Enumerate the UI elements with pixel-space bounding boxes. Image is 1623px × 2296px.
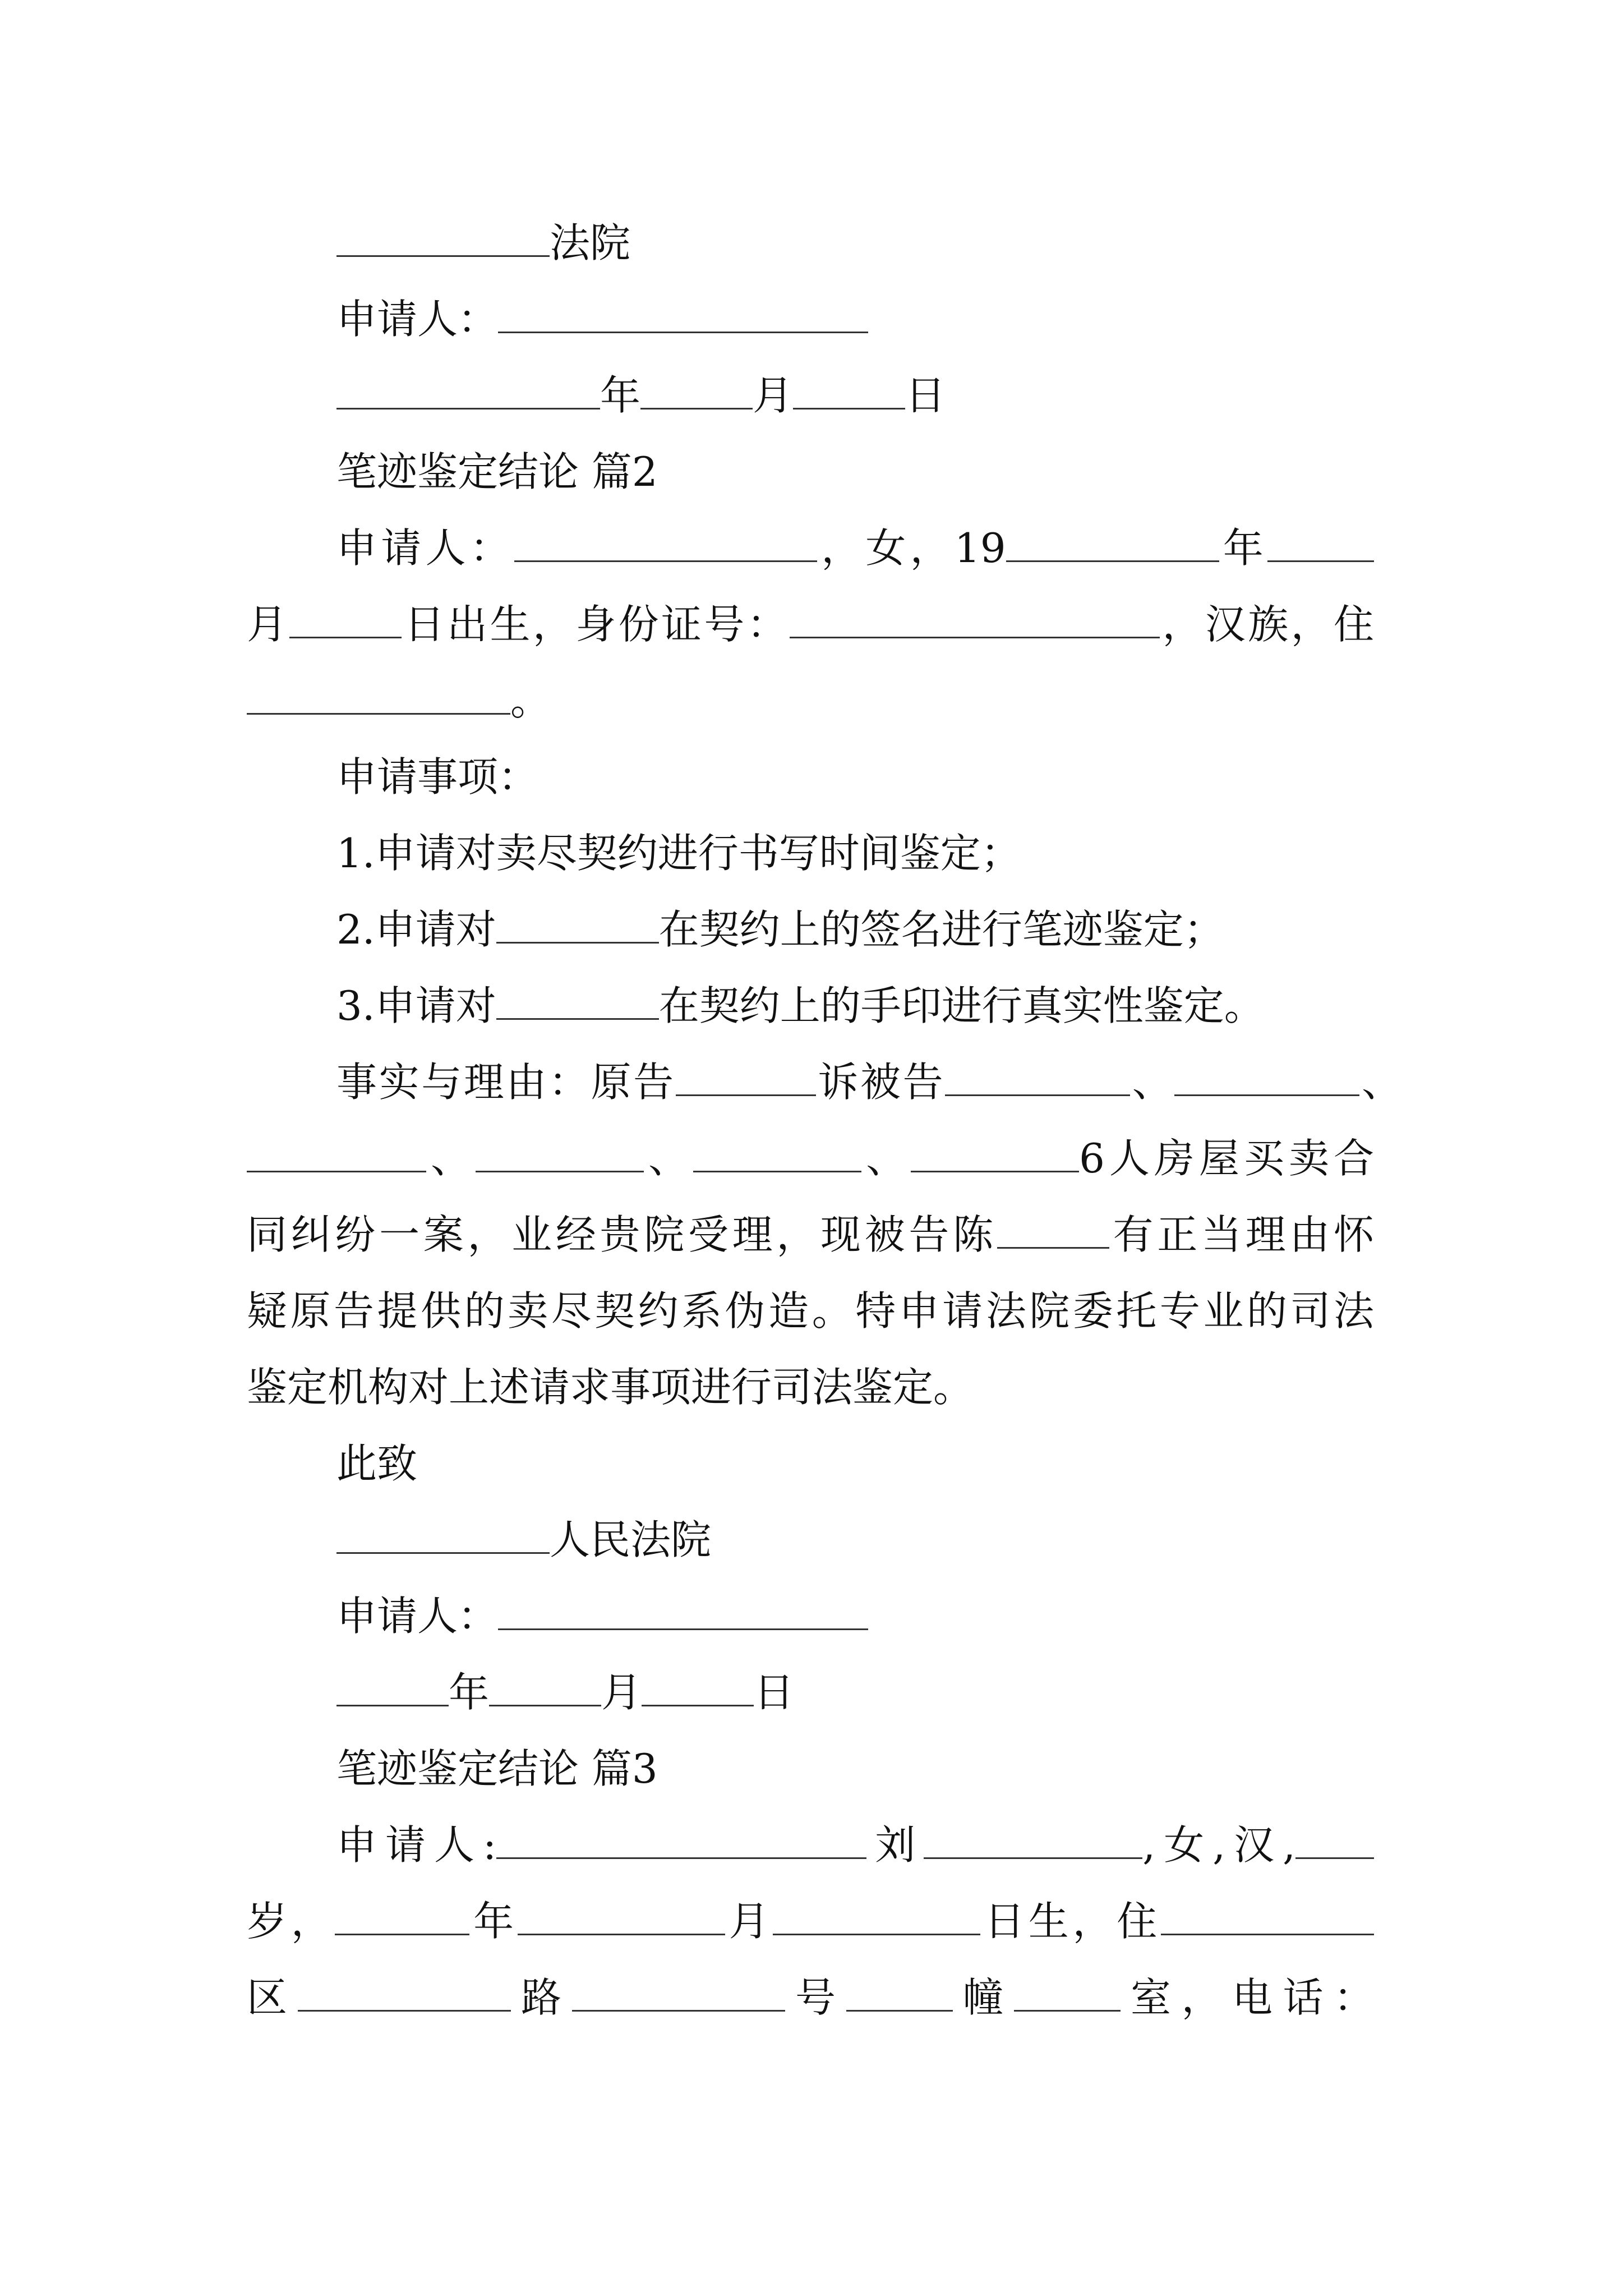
blank <box>790 599 1160 638</box>
text: 区 <box>247 1974 298 2021</box>
text: 、 <box>426 1135 476 1182</box>
blank <box>498 1590 868 1630</box>
text: 诉被告 <box>815 1059 946 1106</box>
blank <box>518 1895 725 1935</box>
paragraph-line: 鉴定机构对上述请求事项进行司法鉴定。 <box>247 1364 974 1411</box>
blank <box>247 1133 426 1172</box>
blank <box>289 599 402 638</box>
text: 年 <box>449 1669 490 1716</box>
text: 月 <box>601 1669 642 1716</box>
section-heading: 笔迹鉴定结论 篇2 <box>336 448 658 495</box>
paragraph-line <box>247 1883 1374 1959</box>
blank <box>336 217 550 257</box>
text: ,女,汉, <box>1142 1821 1295 1869</box>
text: 幢 <box>952 1974 1014 2021</box>
blank <box>1014 1972 1121 2012</box>
items-label: 申请事项： <box>336 753 539 800</box>
applicant-line <box>336 281 1464 357</box>
text: 6人房屋买卖合 <box>1079 1135 1374 1182</box>
blank <box>496 980 659 1020</box>
blank <box>676 1056 816 1096</box>
blank <box>1174 1056 1359 1096</box>
text: 年 <box>600 372 641 419</box>
text: 申请人: <box>336 1821 497 1869</box>
section-heading: 笔迹鉴定结论 篇3 <box>336 1745 658 1792</box>
text: 月 <box>247 601 290 648</box>
paragraph-line <box>247 1959 1374 2036</box>
text: 号 <box>785 1974 846 2021</box>
text: 、 <box>644 1135 694 1182</box>
blank <box>336 1667 449 1706</box>
text: 日 <box>905 372 946 419</box>
text: 有正当理由怀 <box>1109 1211 1374 1258</box>
text: 在契约上的签名进行笔迹鉴定； <box>658 906 1224 953</box>
court-line <box>336 205 1464 281</box>
blank <box>1161 1895 1374 1935</box>
paragraph-line <box>247 1197 1374 1273</box>
text: 日 <box>754 1669 795 1716</box>
text: 法院 <box>550 219 631 266</box>
text: ，女，19 <box>817 524 1006 572</box>
paragraph-line <box>336 1807 1374 1883</box>
item-3 <box>336 968 1374 1044</box>
text: 刘 <box>866 1821 924 1869</box>
paragraph-line <box>247 1120 1374 1197</box>
text: 申请人： <box>336 1593 499 1640</box>
court-line <box>336 1502 1464 1578</box>
blank <box>247 675 510 715</box>
applicant-line <box>336 1578 1464 1654</box>
item-1: 1.申请对卖尽契约进行书写时间鉴定； <box>336 830 1021 877</box>
text: 年 <box>1219 524 1267 572</box>
text: 日出生，身份证号： <box>402 601 790 648</box>
paragraph-line <box>247 586 1374 662</box>
blank <box>1295 1819 1374 1859</box>
text: 同纠纷一案，业经贵院受理，现被告陈 <box>247 1211 997 1258</box>
paragraph-line <box>247 662 1374 739</box>
blank <box>640 370 753 409</box>
text: 申请人： <box>336 524 514 572</box>
blank <box>572 1972 785 2012</box>
blank <box>498 293 868 333</box>
paragraph-line <box>336 510 1374 586</box>
text: 年 <box>469 1898 518 1945</box>
text: 、 <box>1130 1059 1175 1106</box>
blank <box>496 1819 866 1859</box>
blank <box>336 1514 550 1554</box>
salutation: 此致 <box>336 1440 418 1487</box>
text: 、 <box>1359 1059 1402 1106</box>
text: 月 <box>753 372 794 419</box>
text: 。 <box>510 677 551 724</box>
text: 室，电话： <box>1120 1974 1374 2021</box>
paragraph-line: 疑原告提供的卖尽契约系伪造。特申请法院委托专业的司法 <box>247 1287 1374 1335</box>
blank <box>793 370 905 409</box>
blank <box>997 1209 1109 1249</box>
blank <box>298 1972 511 2012</box>
text: 人民法院 <box>550 1516 712 1563</box>
text: 、 <box>861 1135 911 1182</box>
text: ，汉族，住 <box>1160 601 1374 648</box>
blank <box>1267 522 1374 562</box>
item-2 <box>336 891 1374 968</box>
text: 3.申请对 <box>336 982 496 1029</box>
date-line <box>336 357 1464 434</box>
blank <box>514 522 817 562</box>
text: 在契约上的手印进行真实性鉴定。 <box>658 982 1265 1029</box>
blank <box>945 1056 1130 1096</box>
paragraph-line <box>336 1044 1402 1120</box>
text: 岁， <box>247 1898 335 1945</box>
blank <box>693 1133 861 1172</box>
blank <box>773 1895 980 1935</box>
blank <box>846 1972 953 2012</box>
blank <box>336 370 600 409</box>
text: 日生，住 <box>980 1898 1161 1945</box>
blank <box>1006 522 1219 562</box>
blank <box>642 1667 754 1706</box>
text: 申请人： <box>336 296 499 343</box>
text: 月 <box>725 1898 773 1945</box>
text: 路 <box>510 1974 572 2021</box>
blank <box>335 1895 469 1935</box>
text: 2.申请对 <box>336 906 496 953</box>
date-line <box>336 1654 1464 1731</box>
blank <box>496 904 659 944</box>
blank <box>489 1667 601 1706</box>
blank <box>911 1133 1079 1172</box>
text: 事实与理由：原告 <box>336 1059 676 1106</box>
blank <box>924 1819 1142 1859</box>
blank <box>476 1133 644 1172</box>
